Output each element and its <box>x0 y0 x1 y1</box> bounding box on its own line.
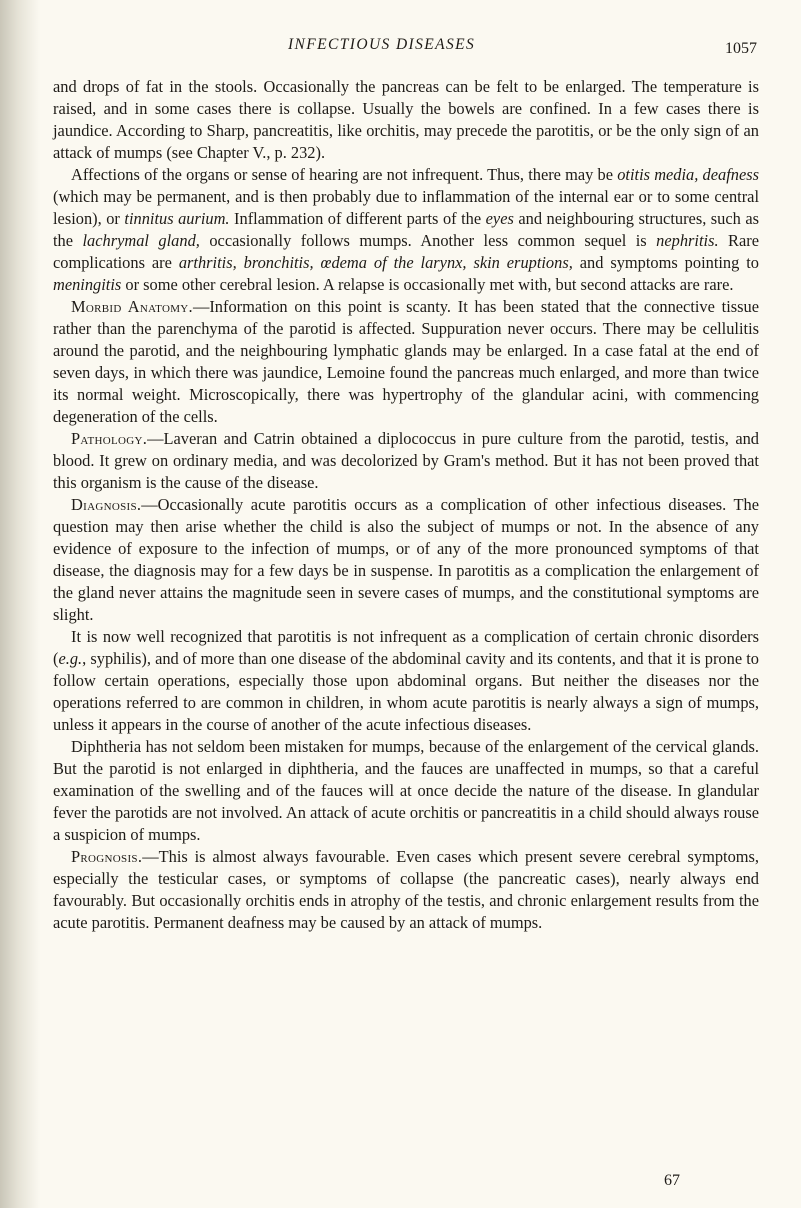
text-segment: tinnitus aurium. <box>124 209 230 228</box>
text-segment: Rare complications are <box>53 231 759 272</box>
text-segment: It is now well recognized that parotitis is not infrequent as a complication of certain chronic disorders ( <box>53 627 759 668</box>
text-segment: meningitis <box>53 275 122 294</box>
running-title: INFECTIOUS DISEASES <box>288 36 476 53</box>
text-segment: Affections of the organs or sense of hearing are not infrequent. Thus, there may be <box>71 165 618 184</box>
text-segment: or some other cerebral lesion. A relapse is occasionally met with, but second attacks are rare. <box>121 275 734 294</box>
text-segment: Inflammation of different parts of the <box>229 209 486 228</box>
section-heading: Prognosis. <box>71 847 143 866</box>
text-segment: —Occasionally acute parotitis occurs as a complication of other infectious diseases. The question may then arise whether the child is also the subject of mumps or not. In the absence of any evidence of exposure to the infection of mumps, or of any of the more pronounced symptoms of that disease, the diagnosis may for a few days be in suspense. In parotitis as a complication the enlargement of the gland never attains the magnitude seen in severe cases of mumps, and the constitutional symptoms are slight. <box>53 495 759 624</box>
text-segment: arthritis, bronchitis, œdema of the larynx, skin eruptions, <box>178 253 573 272</box>
page-number: 1057 <box>725 40 757 57</box>
text-segment: and drops of fat in the stools. Occasionally the pancreas can be felt to be enlarged. The temperature is raised, and in some cases there is collapse. Usually the bowels are confined. In a few cases there is jaundice. According to Sharp, pancreatitis, like orchitis, may precede the parotitis, or be the only sign of an attack of mumps (see Chapter V., p. 232). <box>53 77 759 162</box>
text-segment: , syphilis), and of more than one disease of the abdominal cavity and its contents, and that it is prone to follow certain operations, especially those upon abdominal organs. But neither the diseases nor the operations referred to are common in children, in whom acute parotitis is nearly always a sign of mumps, unless it appears in the course of another of the acute infectious diseases. <box>53 649 759 734</box>
paragraph-p3 <box>53 296 759 428</box>
paragraph-p7 <box>53 736 759 846</box>
paragraph-p5 <box>53 494 759 626</box>
paragraph-p4 <box>53 428 759 494</box>
text-segment: (which may be permanent, and is then probably due to inflammation of the internal ear or to some central lesion), or <box>53 187 759 228</box>
section-heading: Morbid Anatomy. <box>71 297 193 316</box>
page-gutter-shadow <box>0 0 40 1208</box>
paragraph-p6 <box>53 626 759 736</box>
text-segment: —Laveran and Catrin obtained a diplococcus in pure culture from the parotid, testis, and blood. It grew on ordinary media, and was decolorized by Gram's method. But it has not been proved that this organism is the cause of the disease. <box>53 429 759 492</box>
text-segment: otitis media, deafness <box>617 165 759 184</box>
text-segment: Diphtheria has not seldom been mistaken for mumps, because of the enlargement of the cervical glands. But the parotid is not enlarged in diphtheria, and the fauces are unaffected in mumps, so that a careful examination of the swelling and of the fauces will at once decide the nature of the disease. In glandular fever the parotids are not involved. An attack of acute orchitis or pancreatitis in a child should always rouse a suspicion of mumps. <box>53 737 759 844</box>
text-segment: lachrymal gland, <box>82 231 200 250</box>
section-heading: Diagnosis. <box>71 495 142 514</box>
signature-number: 67 <box>664 1172 680 1189</box>
paragraph-p2 <box>53 164 759 296</box>
text-segment: nephritis. <box>656 231 719 250</box>
page-header <box>0 22 801 62</box>
text-segment: e.g. <box>58 649 83 668</box>
paragraph-p1 <box>53 76 759 164</box>
text-segment: —This is almost always favourable. Even cases which present severe cerebral symptoms, especially the testicular cases, or symptoms of collapse (the pancreatic cases), nearly always end favourably. But occasionally orchitis ends in atrophy of the testis, and chronic enlargement results from the acute parotitis. Permanent deafness may be caused by an attack of mumps. <box>53 847 759 932</box>
text-segment: and symptoms pointing to <box>572 253 760 272</box>
text-segment: eyes <box>485 209 514 228</box>
text-segment: —Information on this point is scanty. It has been stated that the connective tissue rather than the parenchyma of the parotid is affected. Suppuration never occurs. There may be cellulitis around the parotid, and the neighbouring lymphatic glands may be enlarged. In a case fatal at the end of seven days, in which there was jaundice, Lemoine found the pancreas much enlarged, and more than twice its normal weight. Microscopically, there was hypertrophy of the glandular acini, with commencing degeneration of the cells. <box>53 297 759 426</box>
text-segment: and neighbouring structures, such as the <box>53 209 760 250</box>
paragraph-p8 <box>53 846 759 934</box>
section-heading: Pathology. <box>71 429 148 448</box>
text-segment: occasionally follows mumps. Another less common sequel is <box>199 231 657 250</box>
body-text <box>53 76 759 934</box>
